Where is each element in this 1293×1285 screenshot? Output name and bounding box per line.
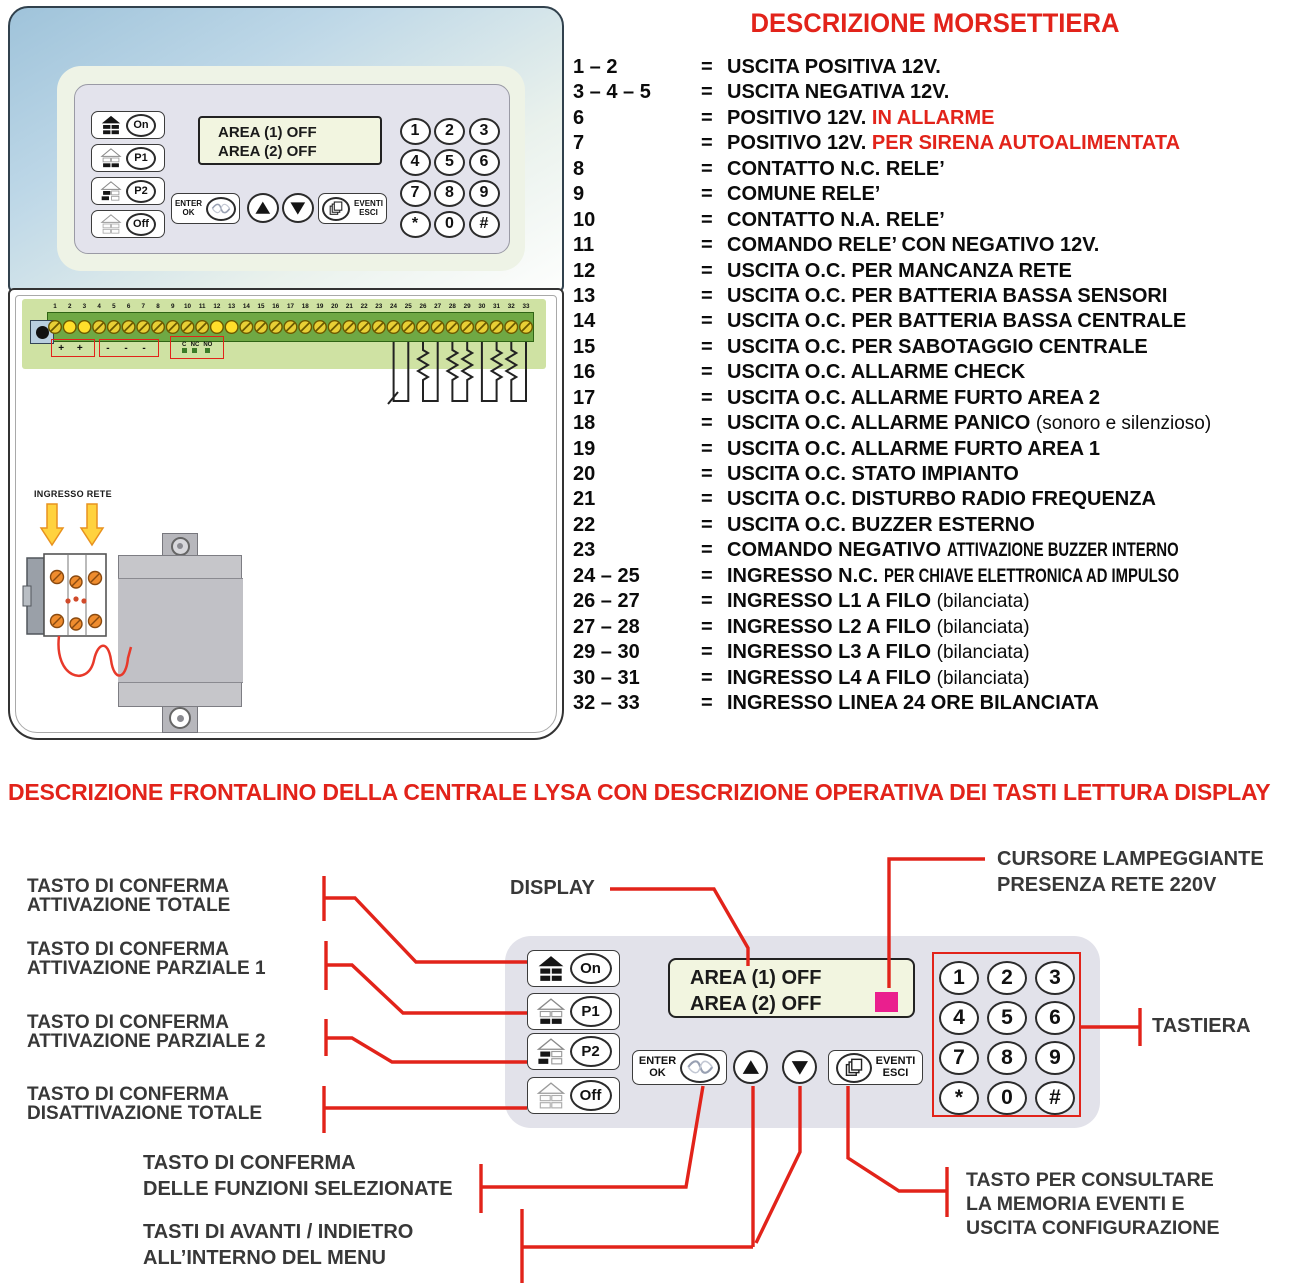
wave-icon [206,197,236,221]
screw-icon [171,537,190,556]
key-*[interactable]: * [400,211,431,238]
eventi-label: EVENTI [875,1054,916,1067]
key-1[interactable]: 1 [400,118,431,145]
svg-text:33: 33 [522,303,530,310]
keypad-panel-bottom [505,936,1100,1128]
terminal-description: (bilanciata) [936,642,1030,664]
key-2[interactable]: 2 [434,118,465,145]
display-callout-label: DISPLAY [510,877,595,899]
svg-text:7: 7 [141,303,146,310]
conferma-parziale2-label: TASTO DI CONFERMA ATTIVAZIONE PARZIALE 2 [27,1012,266,1052]
pages-icon [836,1053,872,1083]
mains-input-label: INGRESSO RETE [34,489,112,499]
key-1[interactable]: 1 [939,961,979,995]
on-button-label: On [126,114,156,137]
svg-text:28: 28 [448,303,456,310]
terminal-description-list [573,55,1289,716]
arrow-down-button[interactable] [782,1050,817,1084]
on-callout-line [324,898,527,962]
minus-terminals-box: - - - [99,339,159,357]
key-8[interactable]: 8 [987,1041,1027,1075]
terminal-row: 9 = COMUNE RELE’ [573,182,1289,207]
terminal-row: 1 – 2 = USCITA POSITIVA 12V. [573,55,1289,80]
terminal-numbers: 20 [573,463,596,485]
terminal-row: 29 – 30 = INGRESSO L3 A FILO (bilanciata) [573,640,1289,665]
key-9[interactable]: 9 [469,180,500,207]
relay-c: C [182,342,187,353]
mains-arrow-icons [41,504,103,545]
key-4[interactable]: 4 [400,149,431,176]
svg-text:18: 18 [301,303,309,310]
terminal-description: INGRESSO N.C. [727,564,884,587]
esci-label: ESCI [359,207,378,217]
terminal-numbers: 7 [573,132,585,155]
key-5[interactable]: 5 [987,1001,1027,1035]
terminal-description: USCITA O.C. PER BATTERIA BASSA SENSORI [727,284,1168,307]
enter-label: ENTER [174,199,203,209]
terminal-numbers: 12 [573,259,596,282]
arrow-up-button[interactable] [247,193,279,223]
key-6[interactable]: 6 [1035,1001,1075,1035]
svg-text:4: 4 [97,303,101,310]
transformer-bottom-tab [162,703,198,733]
key-3[interactable]: 3 [1035,961,1075,995]
frontalino-heading: DESCRIZIONE FRONTALINO DELLA CENTRALE LYSA CON DESCRIZIONE OPERATIVA DEI TASTI LETTURA DISPLAY [8,779,1271,805]
terminal-numbers: 9 [573,183,585,206]
terminal-description: USCITA O.C. ALLARME CHECK [727,361,1026,384]
p2-button-label: P2 [126,180,156,203]
terminal-row: 6 = POSITIVO 12V. IN ALLARME [573,106,1289,131]
terminal-numbers: 19 [573,437,596,460]
terminal-row: 27 – 28 = INGRESSO L2 A FILO (bilanciata) [573,615,1289,640]
terminal-numbers: 15 [573,335,596,358]
terminal-numbers: 10 [573,208,596,231]
svg-text:30: 30 [478,303,486,310]
terminal-description: POSITIVO 12V. [727,132,872,155]
svg-text:12: 12 [213,303,221,310]
terminal-description: COMANDO NEGATIVO [727,539,947,562]
terminal-row: 15 = USCITA O.C. PER SABOTAGGIO CENTRALE [573,335,1289,360]
svg-text:2: 2 [67,303,72,310]
terminal-row: 19 = USCITA O.C. ALLARME FURTO AREA 1 [573,437,1289,462]
terminal-numbers: 3 – 4 – 5 [573,81,651,104]
terminal-numbers: 6 [573,106,585,129]
terminal-numbers: 26 – 27 [573,590,640,613]
terminal-description: IN ALLARME [871,106,995,129]
house-partial1-icon [100,148,122,168]
key-#[interactable]: # [1035,1081,1075,1115]
terminal-row: 13 = USCITA O.C. PER BATTERIA BASSA SENSORI [573,284,1289,309]
key-7[interactable]: 7 [939,1041,979,1075]
house-partial2-icon [536,1038,566,1065]
terminal-numbers: 27 – 28 [573,615,640,638]
terminal-description: USCITA NEGATIVA 12V. [727,81,950,104]
p1-button[interactable] [527,993,620,1030]
memoria-eventi-label: TASTO PER CONSULTARE LA MEMORIA EVENTI E USCITA CONFIGURAZIONE [966,1169,1220,1239]
terminal-description: USCITA O.C. ALLARME FURTO AREA 1 [727,437,1100,460]
key-4[interactable]: 4 [939,1001,979,1035]
terminal-description: USCITA O.C. BUZZER ESTERNO [727,513,1035,536]
key-0[interactable]: 0 [434,211,465,238]
svg-text:31: 31 [493,303,501,310]
svg-text:15: 15 [257,303,265,310]
off-button-label: Off [570,1080,612,1111]
key-2[interactable]: 2 [987,961,1027,995]
ok-label: OK [182,207,195,217]
terminal-row: 26 – 27 = INGRESSO L1 A FILO (bilanciata) [573,589,1289,614]
terminal-description: PER CHIAVE ELETTRONICA AD IMPULSO [883,565,1179,587]
terminal-row: 20 = USCITA O.C. STATO IMPIANTO [573,462,1289,487]
terminal-description: (bilanciata) [936,591,1030,613]
svg-text:22: 22 [360,303,368,310]
key-*[interactable]: * [939,1081,979,1115]
control-panel-base-drawing [8,288,564,740]
terminal-numbers: 30 – 31 [573,666,640,689]
svg-text:8: 8 [156,303,160,310]
morsettiera-title: DESCRIZIONE MORSETTIERA [750,8,1120,38]
key-#[interactable]: # [469,211,500,238]
svg-text:5: 5 [112,303,116,310]
relay-terminals-box [170,336,224,359]
display-line-1: AREA (1) OFF [690,967,822,989]
display-line-1: AREA (1) OFF [218,124,317,141]
p2-button[interactable] [91,177,165,205]
terminal-numbers: 23 [573,539,596,562]
svg-text:1: 1 [53,303,57,310]
p2-callout-line [326,1038,527,1062]
terminal-row: 17 = USCITA O.C. ALLARME FURTO AREA 2 [573,386,1289,411]
terminal-row: 10 = CONTATTO N.A. RELE’ [573,208,1289,233]
svg-text:26: 26 [419,303,427,310]
off-button[interactable] [91,210,165,238]
lcd-display [668,958,915,1018]
terminal-numbers: 21 [573,488,596,511]
terminal-row: 16 = USCITA O.C. ALLARME CHECK [573,360,1289,385]
house-partial2-icon [100,181,122,201]
terminal-description: (bilanciata) [936,667,1030,689]
enter-label: ENTER [638,1054,677,1067]
ok-label: OK [649,1066,666,1079]
terminal-description: INGRESSO L2 A FILO [727,615,937,638]
numeric-keypad-frame [932,952,1081,1117]
terminal-row: 24 – 25 = INGRESSO N.C. PER CHIAVE ELETTRONICA AD IMPULSO [573,564,1289,589]
terminal-description: POSITIVO 12V. [727,106,872,129]
house-full-icon [100,115,122,135]
lcd-display [198,116,382,165]
key-7[interactable]: 7 [400,180,431,207]
terminal-description: USCITA O.C. ALLARME FURTO AREA 2 [727,386,1100,409]
esci-label: ESCI [882,1066,909,1079]
terminal-row: 11 = COMANDO RELE’ CON NEGATIVO 12V. [573,233,1289,258]
arrow-up-button[interactable] [733,1050,768,1084]
wave-icon [680,1053,720,1083]
conferma-parziale1-label: TASTO DI CONFERMA ATTIVAZIONE PARZIALE 1 [27,939,266,979]
eventi-esci-button[interactable] [318,193,387,224]
terminal-row: 18 = USCITA O.C. ALLARME PANICO (sonoro e silenzioso) [573,411,1289,436]
avanti-indietro-label: TASTI DI AVANTI / INDIETRO ALL’INTERNO DEL MENU [143,1221,414,1269]
key-9[interactable]: 9 [1035,1041,1075,1075]
svg-text:19: 19 [316,303,324,310]
terminal-numbers: 8 [573,157,585,180]
svg-text:32: 32 [507,303,515,310]
mains-connector [23,554,106,636]
svg-text:9: 9 [170,303,175,310]
control-panel-cover-drawing [8,6,564,292]
svg-text:24: 24 [390,303,398,310]
terminal-description: USCITA O.C. PER SABOTAGGIO CENTRALE [727,335,1148,358]
terminal-numbers: 32 – 33 [573,691,640,714]
svg-text:20: 20 [331,303,339,310]
terminal-numbers: 1 – 2 [573,56,618,78]
terminal-row: 23 = COMANDO NEGATIVO ATTIVAZIONE BUZZER INTERNO [573,538,1289,563]
p1-button-label: P1 [126,147,156,170]
p1-button[interactable] [91,144,165,172]
eventi-label: EVENTI [354,199,383,209]
key-5[interactable]: 5 [434,149,465,176]
key-8[interactable]: 8 [434,180,465,207]
terminal-numbers: 22 [573,513,596,536]
svg-text:13: 13 [228,303,236,310]
house-outline-icon [100,214,122,234]
terminal-numbers: 16 [573,361,596,384]
transformer-core [118,578,243,683]
terminal-row: 8 = CONTATTO N.C. RELE’ [573,157,1289,182]
disattivazione-label: TASTO DI CONFERMA DISATTIVAZIONE TOTALE [27,1084,263,1124]
terminal-numbers: 17 [573,386,596,409]
svg-text:11: 11 [198,303,206,310]
eventi-esci-button[interactable] [828,1050,923,1085]
svg-text:14: 14 [242,303,250,310]
terminal-row: 21 = USCITA O.C. DISTURBO RADIO FREQUENZA [573,487,1289,512]
terminal-description: COMANDO RELE’ CON NEGATIVO 12V. [727,234,1100,257]
terminal-description: CONTATTO N.C. RELE’ [727,157,945,180]
relay-nc: NC [191,342,200,353]
screw-icon [169,707,191,729]
terminal-description: USCITA O.C. ALLARME PANICO [727,412,1036,435]
house-outline-icon [536,1082,566,1109]
terminal-row: 7 = POSITIVO 12V. PER SIRENA AUTOALIMENTATA [573,131,1289,156]
terminal-row: 32 – 33 = INGRESSO LINEA 24 ORE BILANCIATA [573,691,1289,716]
terminal-row: 22 = USCITA O.C. BUZZER ESTERNO [573,513,1289,538]
on-button[interactable] [91,111,165,139]
p2-button-label: P2 [570,1036,612,1067]
transformer [118,555,242,707]
keypad-panel-top [74,84,510,254]
arrow-down-button[interactable] [282,193,314,223]
terminal-description: INGRESSO L4 A FILO [727,666,937,689]
svg-text:16: 16 [272,303,280,310]
terminal-numbers: 13 [573,284,596,307]
key-6[interactable]: 6 [469,149,500,176]
terminal-numbers: 24 – 25 [573,564,640,587]
svg-text:27: 27 [434,303,442,310]
plus-terminals-box: + + [51,339,95,357]
key-0[interactable]: 0 [987,1081,1027,1115]
terminal-description: CONTATTO N.A. RELE’ [727,208,945,231]
key-3[interactable]: 3 [469,118,500,145]
terminal-description: (bilanciata) [936,616,1030,638]
terminal-description: INGRESSO L3 A FILO [727,641,937,664]
display-line-2: AREA (2) OFF [690,993,822,1015]
svg-text:21: 21 [345,303,353,310]
svg-text:29: 29 [463,303,471,310]
svg-text:3: 3 [82,303,87,310]
terminal-description: USCITA O.C. STATO IMPIANTO [727,463,1019,485]
terminal-row: 12 = USCITA O.C. PER MANCANZA RETE [573,259,1289,284]
house-full-icon [536,955,566,982]
terminal-numbers: 29 – 30 [573,641,640,664]
terminal-row: 30 – 31 = INGRESSO L4 A FILO (bilanciata) [573,666,1289,691]
off-button-label: Off [126,213,156,236]
conferma-totale-label: TASTO DI CONFERMA ATTIVAZIONE TOTALE [27,876,231,916]
terminal-description: PER SIRENA AUTOALIMENTATA [871,132,1181,155]
terminal-description: USCITA O.C. DISTURBO RADIO FREQUENZA [727,488,1156,511]
p1-button-label: P1 [570,996,612,1027]
display-line-2: AREA (2) OFF [218,143,317,160]
terminal-numbers: 14 [573,310,596,333]
p1-callout-line [326,965,527,1013]
svg-text:6: 6 [126,303,131,310]
terminal-row: 14 = USCITA O.C. PER BATTERIA BASSA CENTRALE [573,309,1289,334]
mains-cursor [875,992,898,1012]
p2-button[interactable] [527,1033,620,1070]
cursor-callout-label: CURSORE LAMPEGGIANTE PRESENZA RETE 220V [997,848,1264,896]
enter-ok-button[interactable] [171,193,240,224]
terminal-description: INGRESSO L1 A FILO [727,590,937,613]
terminal-row: 3 – 4 – 5 = USCITA NEGATIVA 12V. [573,80,1289,105]
svg-text:23: 23 [375,303,383,310]
house-partial1-icon [536,998,566,1025]
terminal-numbers: 11 [573,234,595,257]
enter-ok-button[interactable] [632,1050,727,1085]
funzioni-label: TASTO DI CONFERMA DELLE FUNZIONI SELEZIONATE [143,1152,453,1200]
svg-text:17: 17 [286,303,294,310]
terminal-description: USCITA POSITIVA 12V. [727,56,941,78]
terminal-description: ATTIVAZIONE BUZZER INTERNO [946,540,1179,562]
terminal-description: INGRESSO LINEA 24 ORE BILANCIATA [727,691,1099,714]
on-button[interactable] [527,950,620,987]
tastiera-callout-label: TASTIERA [1152,1015,1251,1037]
relay-no: NO [203,342,212,353]
pages-icon [322,197,350,221]
svg-text:25: 25 [404,303,412,310]
terminal-description: USCITA O.C. PER BATTERIA BASSA CENTRALE [727,310,1187,333]
svg-text:10: 10 [183,303,191,310]
terminal-description: COMUNE RELE’ [727,183,881,206]
terminal-strip [47,312,534,342]
off-button[interactable] [527,1077,620,1114]
terminal-numbers: 18 [573,412,596,435]
terminal-description: (sonoro e silenzioso) [1035,413,1212,435]
on-button-label: On [570,953,612,984]
terminal-description: USCITA O.C. PER MANCANZA RETE [727,259,1072,282]
